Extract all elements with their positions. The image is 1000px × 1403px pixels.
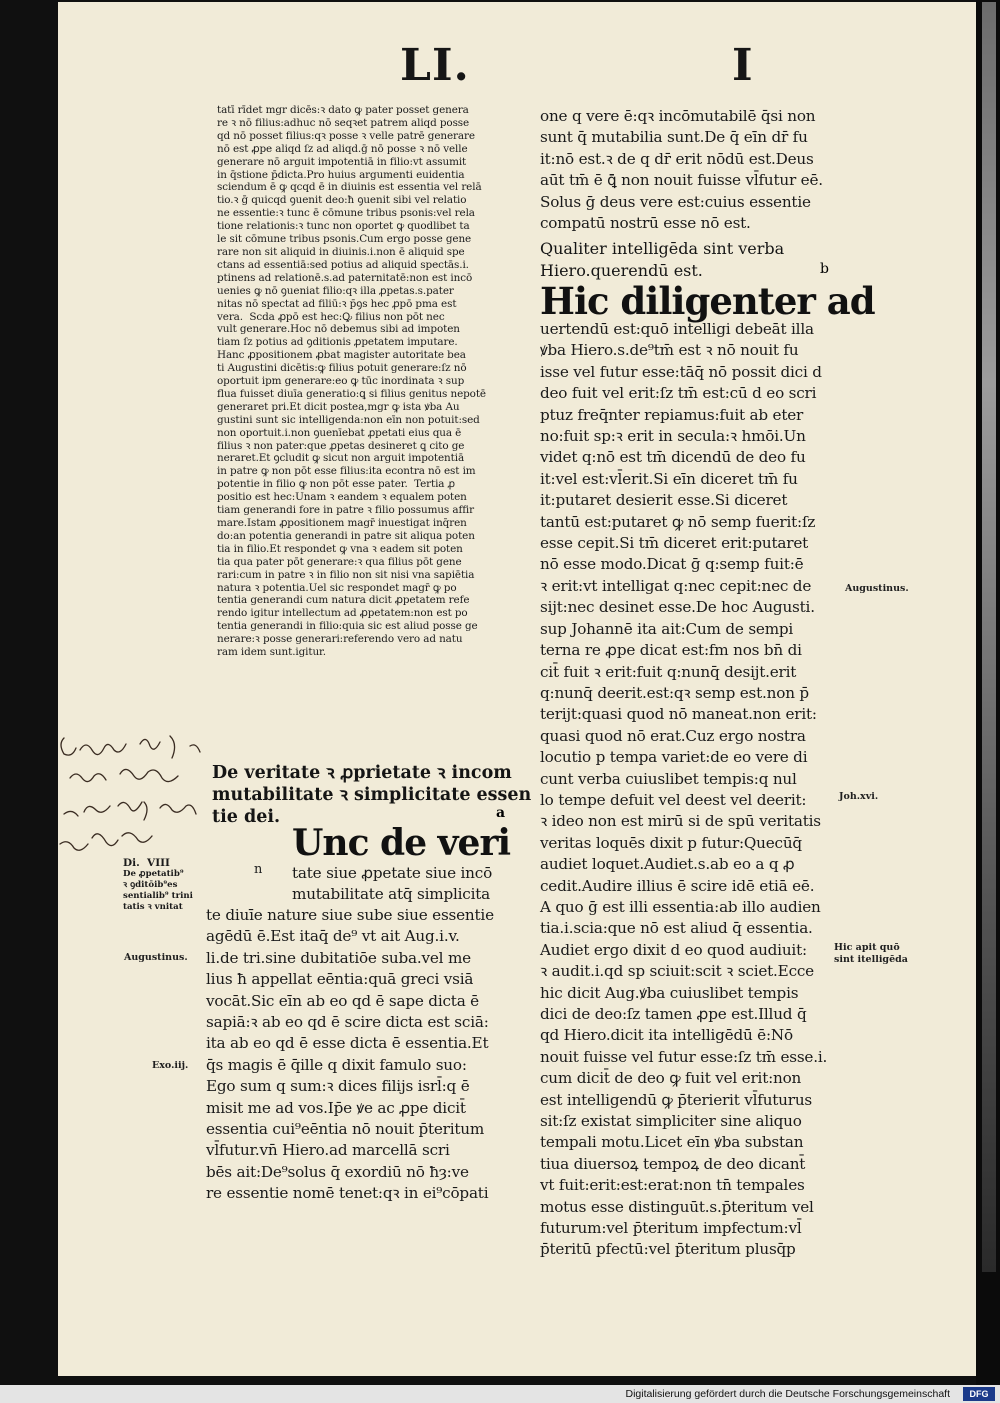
column2-initial-text: Hic diligenter ad <box>540 279 875 323</box>
footer-bar <box>0 1385 1000 1403</box>
dfg-logo: DFG <box>963 1387 995 1401</box>
column1-top-text: tatī rīdet mgr dicēs:ꝛ dato ꝙ pater posset genera re ꝛ nō filius:adhuc nō seqꝛet patrem aliqd posse qd nō posset filius:qꝛ posse ꝛ velle patrē generare nō est ꝓpe aliqd ſz ad aliqd.ḡ nō posse ꝛ nō velle generare nō arguit impotentiā in filio:vt assumit in q̄stione p̄dicta.Pro huius argumenti euidentia sciendum ē ꝙ qcqd ē in diuinis est essentia vel relā tio.ꝛ ḡ quicqd ꝯuenit deo:ħ ꝯuenit sibi vel relatio ne essentie:ꝛ tunc ē cōmune tribus psonis:vel rela tione relationis:ꝛ tunc non oportet ꝙ quodlibet ta le sit cōmune tribus psonis.Cum ergo posse gene rare non sit aliquid in diuinis.i.non ē aliquid spe ctans ad essentiā:sed potius ad aliquid spectās.i. ptinens ad relationē.s.ad paternitatē:non est incō uenies ꝙ nō ꝯueniat filio:qꝛ illa ꝓpetas.s.pater nitas nō spectat ad filiū:ꝛ p̄ꝯs hec ꝓpō pma est vera. Scda ꝓpō est hec:Ꝙ filius non pōt nec vult generare.Hoc nō debemus sibi ad impoten tiam ſz potius ad ꝯditionis ꝓpetatem imputare. Hanc ꝓpositionem ꝓbat magister autoritate bea ti Augustini dicētis:ꝙ filius potuit generare:ſz nō oportuit ipm generare:eo ꝙ tūc inordinata ꝛ sup flua fuisset diuīa generatio:ꝗ si filius genitus nepotē generaret pri.Et dicit postea,mgr ꝙ ista ꝟba Au gustini sunt sic intelligenda:non eīn non potuit:sed non oportuit.i.non ꝯuenīebat ꝓpetati eius qua ē filius ꝛ non pater:que ꝓpetas desineret ꝗ cito ge neraret.Et ꝯcludit ꝙ sicut non arguit impotentiā in patre ꝙ non pōt esse filius:ita econtra nō est im potentie in filio ꝙ non pōt esse pater. Tertia ꝓ positio est hec:Unam ꝛ eandem ꝛ equalem poten tiam generandi fore in patre ꝛ filio possumus affir mare.Istam ꝓpositionem magr̄ inuestigat inq̄ren do:an potentia generandi in patre sit aliqua poten tia in filio.Et respondet ꝙ vna ꝛ eadem sit poten tia qua pater pōt generare:ꝛ qua filius pōt gene rari:cum in patre ꝛ in filio non sit nisi vna sapiētia natura ꝛ potentia.Uel sic respondet magr̄ ꝙ po tentia generandi cum natura dicit ꝓpetatem refe rendo igitur intellectum ad ꝓpetatem:non est po tentia generandi in filio:quia sic est aliud posse ge nerare:ꝛ posse generari:referendo vero ad natu ram idem sunt.igitur. <box>217 104 486 659</box>
column2-heading: Qualiter intelligēda sint verba Hiero.querendū est. <box>540 239 785 280</box>
margin-note-exo: Exo.iij. <box>152 1060 189 1071</box>
book-page <box>58 2 976 1376</box>
column2-heading-mark: b <box>820 261 829 277</box>
column1-guide-letter: n <box>254 862 263 877</box>
margin-note-augustinus-left: Augustinus. <box>124 952 188 963</box>
scan-calibration-bar <box>982 2 996 1272</box>
margin-note-augustinus-right: Augustinus. <box>845 583 909 594</box>
folio-left: LI. <box>400 40 470 91</box>
column1-initial-text: Unc de veri <box>292 822 511 864</box>
distinction-label: Di. VIII <box>123 857 170 869</box>
column1-heading-mark: a <box>496 805 506 821</box>
handwritten-annotation-icon <box>0 726 210 876</box>
column2-top-text: one q vere ē:qꝛ incōmutabilē q̄si non sunt q̄ mutabilia sunt.De q̄ eīn dr̄ fu it:nō est.ꝛ de q dr̄ erit nōdū est.Deus aūt tm̄ ē ꝗ̄ non nouit fuisse vl̄futur eē. Solus ḡ deus vere est:cuius essentie compatū nostrū esse nō est. <box>540 107 823 233</box>
column1-body-b: te diuīe nature siue sube siue essentie agēdū ē.Est itaq̄ de⁹ vt ait Aug.i.v. li.de tri.sine dubitatiōe suba.vel me lius ħ appellat eēntia:quā greci vsiā vocāt.Sic eīn ab eo qd ē sape dicta ē sapiā:ꝛ ab eo qd ē scire dicta est sciā: ita ab eo qd ē esse dicta ē essentia.Et q̄s magis ē q̄ille q dixit famulo suo: Ego sum q sum:ꝛ dices filijs isrl̄:q ē misit me ad vos.Ip̄e ꝟe ac ꝓpe dicit̄ essentia cui⁹eēntia nō nouit p̄teritum vl̄futur.vn̄ Hiero.ad marcellā scri bēs ait:De⁹solus q̄ exordiū nō ħȝ:ve re essentie nomē tenet:qꝛ in ei⁹cōpati <box>206 906 494 1203</box>
column1-section-heading: De veritate ꝛ ꝓprietate ꝛ incom mutabilitate ꝛ simplicitate essen tie dei. <box>212 763 532 827</box>
margin-note-hic-apit: Hic apit quō sint itelligēda <box>834 942 908 965</box>
column1-body-a: tate siue ꝓpetate siue incō mutabilitate atq̄ simplicita <box>292 864 493 904</box>
footer-credit: Digitalisierung gefördert durch die Deutsche Forschungsgemeinschaft <box>625 1388 950 1400</box>
folio-right: I <box>732 40 754 91</box>
distinction-note: De ꝓpetatib⁹ ꝛ ꝯditōib⁹es sentialib⁹ trini tatis ꝛ vnitat <box>123 869 193 912</box>
margin-note-joh: Joh.xvi. <box>839 791 879 802</box>
column2-body: uertendū est:quō intelligi debeāt illa ꝟba Hiero.s.de⁹tm̄ est ꝛ nō nouit fu isse vel futur esse:tāq̄ nō possit dici d deo fuit vel erit:ſz tm̄ est:cū d eo scri ptuz freq̄nter repiamus:fuit ab eter no:fuit sp:ꝛ erit in secula:ꝛ hmōi.Un videt q:nō est tm̄ dicendū de deo fu it:vel est:vl̄erit.Si eīn diceret tm̄ fu it:putaret desierit esse.Si diceret tantū est:putaret ꝙ nō semp fuerit:ſz esse cepit.Si tm̄ diceret erit:putaret nō esse modo.Dicat ḡ q:semp fuit:ē ꝛ erit:vt intelligat q:nec cepit:nec de sijt:nec desinet esse.De hoc Augusti. sup Johannē ita ait:Cum de sempi terna re ꝓpe dicat est:fm nos bn̄ di cit̄ fuit ꝛ erit:fuit q:nunq̄ desijt.erit q:nunq̄ deerit.est:qꝛ semp est.non p̄ terijt:quasi quod nō maneat.non erit: quasi quod nō erat.Cuz ergo nostra locutio p tempa variet:de eo vere di cunt verba cuiuslibet tempis:q nul lo tempe defuit vel deest vel deerit: ꝛ ideo non est mirū si de spū veritatis veritas loquēs dixit p futur:Quecūq̄ audiet loquet.Audiet.s.ab eo a q ꝓ cedit.Audire illius ē scire idē etiā eē. A quo ḡ est illi essentia:ab illo audien tia.i.scia:que nō est aliud q̄ essentia. Audiet ergo dixit d eo quod audiuit: ꝛ audit.i.qd sp sciuit:scit ꝛ sciet.Ecce hic dicit Aug.ꝟba cuiuslibet tempis dici de deo:ſz tamen ꝓpe est.Illud q̄ qd Hiero.dicit ita intelligēdū ē:Nō nouit fuisse vel futur esse:ſz tm̄ esse.i. cum dicit̄ de deo ꝙ fuit vel erit:non est intelligendū ꝙ p̄terierit vl̄futurus sit:ſz existat simpliciter sine aliquo tempali motu.Licet eīn ꝟba substan tiua diuersoꝝ tempoꝝ de deo dicant̄ vt fuit:erit:est:erat:non tn̄ tempales motus esse distinguūt.s.p̄teritum vel futurum:vel p̄teritum impfectum:vl̄ p̄teritū pfectū:vel p̄teritum plusq̄p <box>540 320 828 1259</box>
